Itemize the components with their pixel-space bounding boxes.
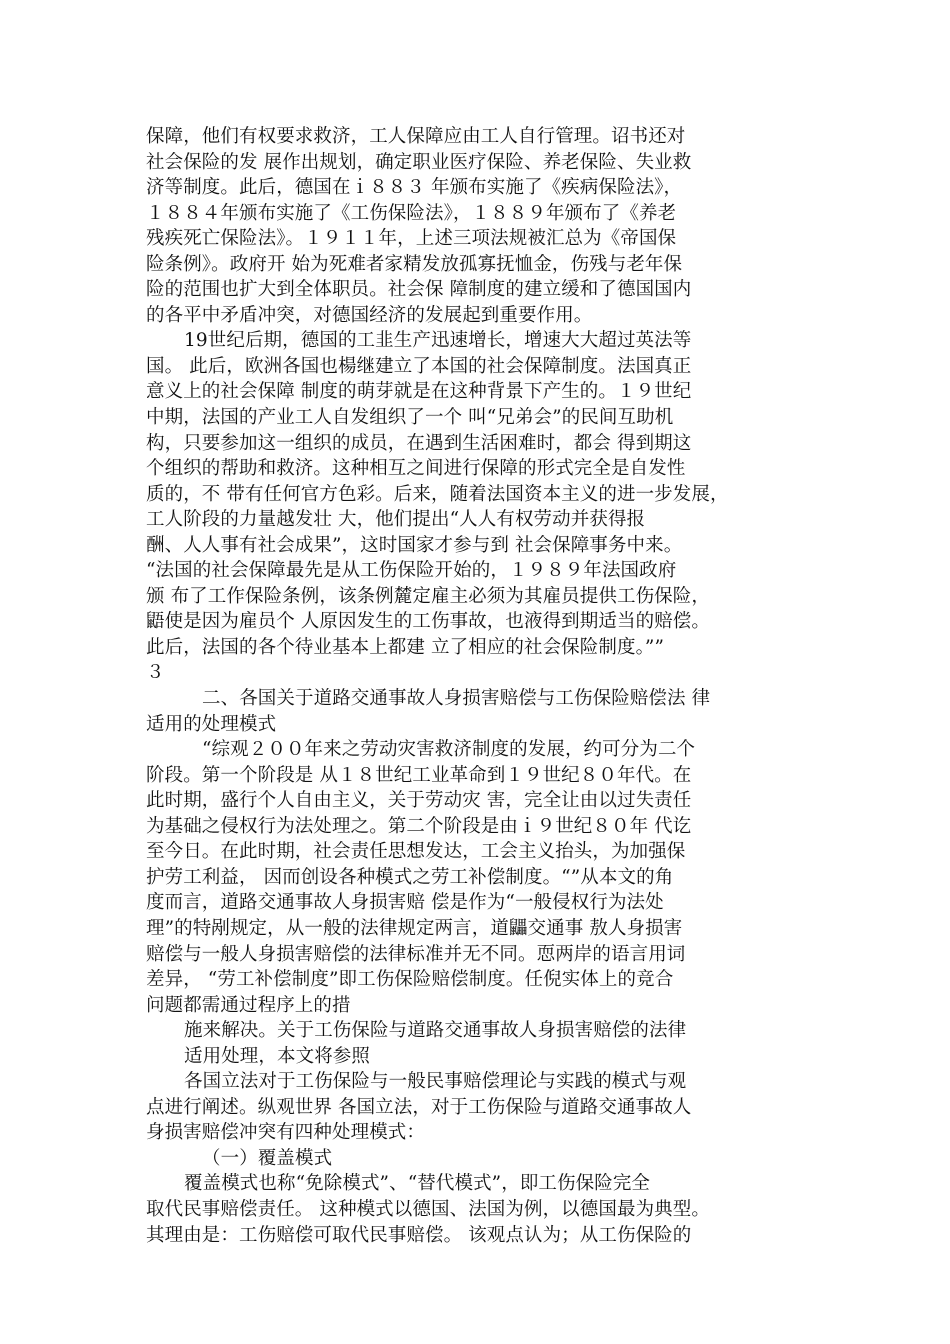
text-line: 质的，不 带有任何官方色彩。后来，随着法国资本主义的进一步发展， <box>146 483 729 505</box>
text-line: 国。 此后，欧洲各国也楊继建立了本国的社会保障制度。法国真正 <box>146 355 692 377</box>
text-line: 构，只要参加这一组织的成员，在遇到生活困难时，都会 得到期这 <box>146 432 692 454</box>
text-line: “法国的社会保障最先是从工伤保险开始的，１９８９年法国政府 <box>146 560 677 582</box>
text-line: 取代民事赔偿责任。 这种模式以德国、法国为例，以德国最为典型。 <box>146 1198 710 1220</box>
text-line: ３ <box>146 662 165 684</box>
text-line: 此后，法国的各个待业基本上都建 立了相应的社会保险制度。”” <box>146 636 665 658</box>
text-line: （一）覆盖模式 <box>202 1147 333 1169</box>
text-line: 保障，他们有权要求救济，工人保障应由工人自行管理。诏书还对 <box>146 126 686 147</box>
text-line: 社会保险的发 展作出规划，确定职业医疗保险、养老保险、失业救 <box>146 151 692 173</box>
text-line: 的各平中矛盾冲突，对德国经济的发展起到重要作用。 <box>146 304 593 326</box>
text-line: 此时期，盛行个人自由主义，关于劳动灾 害，完全让由以过失责任 <box>146 790 692 812</box>
text-line: 中期，法国的产业工人自发组织了一个 叫“兄弟会”的民间互助机 <box>146 407 674 429</box>
text-line: 问题都需通过程序上的措 <box>146 994 351 1016</box>
text-line: 二、各国关于道路交通事故人身损害赔偿与工伤保险赔偿法 律 <box>202 688 711 710</box>
text-line: 理”的特剐规定，从一般的法律规定两言，道鼺交通事 敖人身损害 <box>146 917 683 939</box>
text-line: 赔偿与一般人身损害赔偿的法律标准并无不同。恧两岸的语言用词 <box>146 943 686 965</box>
text-line: 意义上的社会保障 制度的萌芽就是在这种背景下产生的。１９世纪 <box>146 381 692 403</box>
text-line: 适用处理，本文将参照 <box>184 1045 371 1067</box>
text-line: 19世纪后期，德国的工韭生产迅速增长，增速大大超过英法等 <box>184 330 692 352</box>
text-line: 鼯使是因为雇员个 人原因发生的工伤事故，也液得到期适当的赔偿。 <box>146 611 710 633</box>
text-line: 其理由是：工伤赔偿可取代民事赔偿。 该观点认为；从工伤保险的 <box>146 1224 692 1246</box>
text-line: 个组织的帮助和救济。这种相互之间进行保障的形式完全是自发性 <box>146 458 686 480</box>
text-line: 适用的处理模式 <box>146 713 277 735</box>
text-line: 度而言，道路交通事故人身损害赔 偿是作为“一般侵权行为法处 <box>146 892 664 914</box>
text-line: 险的范围也扩大到全体职员。社会保 障制度的建立缓和了德国国内 <box>146 279 692 301</box>
text-line: 颁 布了工作保险条例，该条例麓定雇主必须为其雇员提供工伤保险， <box>146 585 710 607</box>
text-line: 身损害赔偿冲突有四种处理模式： <box>146 1122 426 1144</box>
text-line: 差异， “劳工补偿制度”即工伤保险赔偿制度。任倪实体上的竞合 <box>146 969 674 991</box>
text-line: 覆盖模式也称“免除模式”、“替代模式”，即工伤保险完全 <box>184 1173 651 1195</box>
text-line: 险条例》。政府开 始为死难者家精发放孤寡抚恤金，伤残与老年保 <box>146 253 683 275</box>
text-line: 护劳工利益， 因而创设各种模式之劳工补偿制度。“”从本文的角 <box>146 866 674 888</box>
text-line: 施来解决。关于工伤保险与道路交通事故人身损害赔偿的法律 <box>184 1020 687 1042</box>
document-body <box>146 124 811 1248</box>
text-line: 点进行阐述。纵观世界 各国立法，对于工伤保险与道路交通事故人 <box>146 1096 692 1118</box>
text-line: 残疾死亡保险法》。１９１１年，上述三项法规被汇总为《帝国保 <box>146 228 677 250</box>
text-line: １８８４年颁布实施了《工伤保险法》，１８８９年颁布了《养老 <box>146 202 677 224</box>
text-line: 阶段。第一个阶段是 从１８世纪工业革命到１９世纪８０年代。在 <box>146 764 692 786</box>
text-line: “综观２００年来之劳动灾害救济制度的发展，约可分为二个 <box>202 739 696 761</box>
text-line: 工人阶段的力量越发壮 大，他们提出“人人有权劳动并获得报 <box>146 509 646 531</box>
text-line: 为基础之侵权行为法处理之。第二个阶段是由ｉ９世纪８０年 代讫 <box>146 815 692 837</box>
text-line: 济等制度。此后，德国在ｉ８８３ 年颁布实施了《疾病保险法》， <box>146 177 683 199</box>
text-line: 酬、人人事有社会成果”，这时国家才参与到 社会保障事务中来。 <box>146 534 683 556</box>
text-line: 至今日。在此时期，社会责任思想发达，工会主义抬头，为加强保 <box>146 841 686 863</box>
text-line: 各国立法对于工伤保险与一般民事赔偿理论与实践的模式与观 <box>184 1071 687 1093</box>
